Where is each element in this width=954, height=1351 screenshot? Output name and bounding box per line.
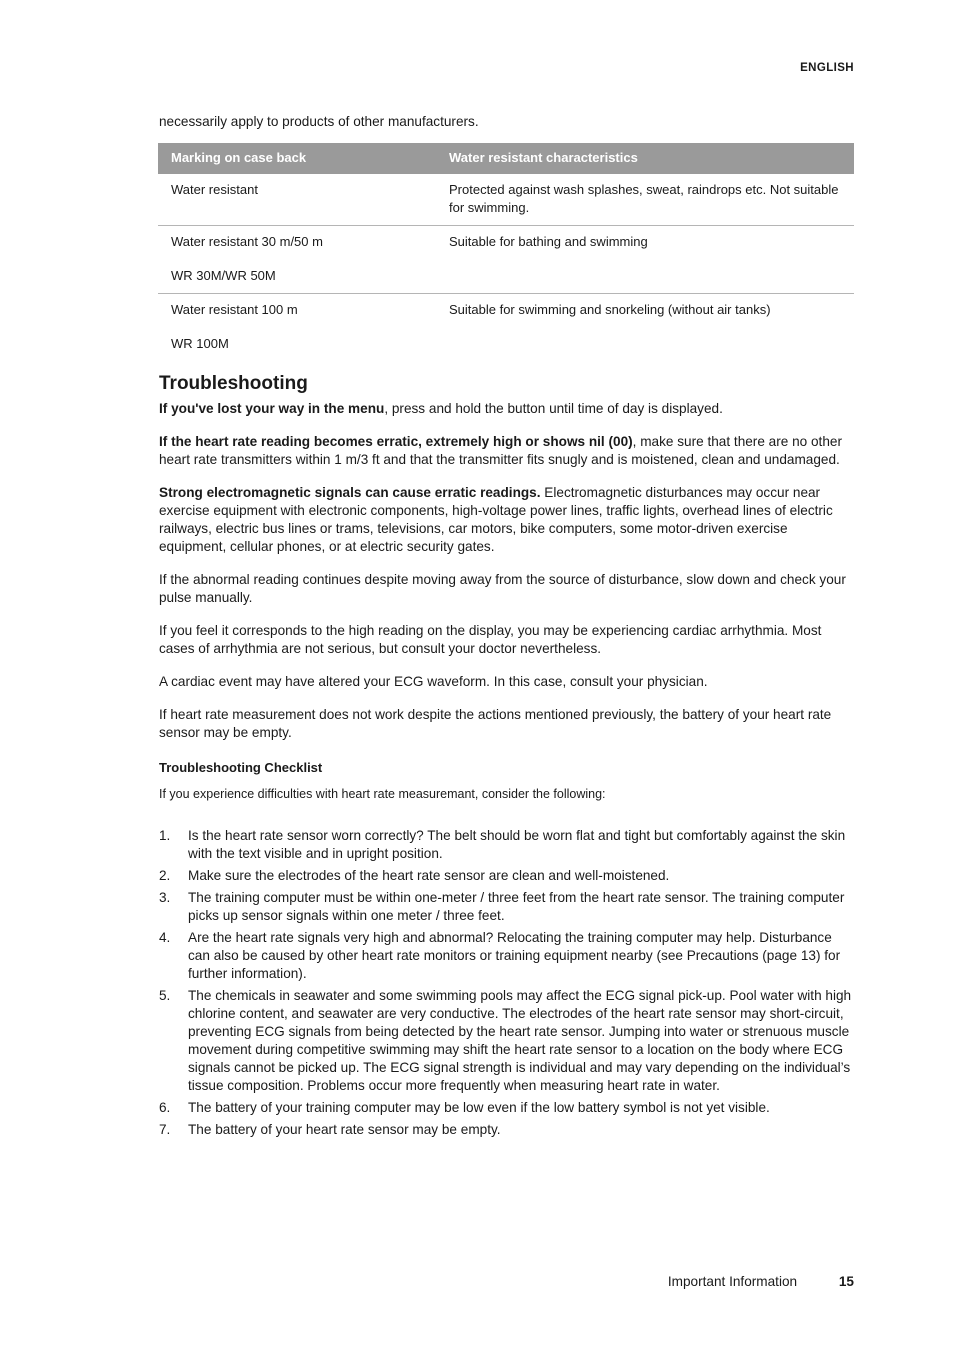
column-header-characteristics: Water resistant characteristics bbox=[436, 143, 854, 174]
water-resistance-table bbox=[158, 143, 854, 361]
paragraph-erratic-reading bbox=[159, 433, 854, 469]
paragraph-abnormal-reading: If the abnormal reading continues despite moving away from the source of disturbance, slow down and check your pulse manually. bbox=[159, 572, 846, 605]
marking-text: Water resistant 30 m/50 m bbox=[171, 234, 323, 249]
list-item bbox=[159, 1099, 854, 1117]
marking-code: WR 100M bbox=[171, 336, 229, 351]
characteristics-cell: Protected against wash splashes, sweat, raindrops etc. Not suitable for swimming. bbox=[436, 174, 854, 226]
marking-cell bbox=[158, 174, 436, 226]
footer-section-title: Important Information bbox=[667, 1274, 798, 1289]
marking-text: Water resistant 100 m bbox=[171, 302, 298, 317]
paragraph-arrhythmia: If you feel it corresponds to the high reading on the display, you may be experiencing cardiac arrhythmia. Most cases of arrhythmia are not serious, but consult your doctor nevertheless. bbox=[159, 623, 822, 656]
paragraph-text: , make sure that there are no other heart rate transmitters within 1 m/3 ft and that the transmitter fits snugly and is moistened, clean and undamaged. bbox=[159, 434, 842, 467]
list-item bbox=[159, 867, 854, 885]
marking-cell bbox=[158, 226, 436, 294]
main-content bbox=[159, 113, 854, 1143]
list-text: The battery of your heart rate sensor may be empty. bbox=[188, 1122, 501, 1137]
table-header-row bbox=[158, 143, 854, 174]
list-number: 4. bbox=[159, 930, 171, 945]
bold-lead: If you've lost your way in the menu bbox=[159, 401, 385, 416]
list-text: Is the heart rate sensor worn correctly? The belt should be worn flat and tight but comfortably against the skin with the text visible and in upright position. bbox=[188, 828, 846, 861]
marking-text: Water resistant bbox=[171, 182, 258, 197]
list-text: The battery of your training computer may be low even if the low battery symbol is not yet visible. bbox=[188, 1100, 770, 1115]
list-text: Make sure the electrodes of the heart rate sensor are clean and well-moistened. bbox=[188, 868, 670, 883]
intro-text: necessarily apply to products of other manufacturers. bbox=[159, 114, 479, 129]
paragraph-text: , press and hold the button until time of day is displayed. bbox=[384, 401, 723, 416]
checklist-heading: Troubleshooting Checklist bbox=[159, 760, 323, 775]
list-item bbox=[159, 1121, 854, 1139]
page-footer bbox=[668, 1274, 854, 1289]
list-text: Are the heart rate signals very high and abnormal? Relocating the training computer may help. Disturbance can also be caused by other heart rate monitors or training equipment nearby (see Precautions (page 13) for further information). bbox=[188, 930, 841, 981]
list-item bbox=[159, 929, 854, 983]
marking-cell bbox=[158, 294, 436, 362]
column-header-marking: Marking on case back bbox=[158, 143, 436, 174]
bold-lead: If the heart rate reading becomes erratic, extremely high or shows nil (00) bbox=[159, 434, 633, 449]
list-item bbox=[159, 987, 854, 1095]
list-number: 1. bbox=[159, 828, 171, 843]
table-row bbox=[158, 294, 854, 362]
list-text: The training computer must be within one-meter / three feet from the heart rate sensor. The training computer picks up sensor signals within one meter / three feet. bbox=[188, 890, 845, 923]
marking-code: WR 30M/WR 50M bbox=[171, 268, 276, 283]
list-number: 5. bbox=[159, 988, 171, 1003]
checklist bbox=[159, 827, 854, 1139]
paragraph-lost-menu bbox=[159, 400, 854, 418]
list-number: 3. bbox=[159, 890, 171, 905]
troubleshooting-heading: Troubleshooting bbox=[159, 373, 308, 394]
checklist-lead: If you experience difficulties with heart rate measuremant, consider the following: bbox=[159, 787, 606, 801]
language-label: ENGLISH bbox=[800, 62, 854, 74]
list-item bbox=[159, 889, 854, 925]
page-number: 15 bbox=[838, 1274, 854, 1289]
list-number: 7. bbox=[159, 1122, 171, 1137]
paragraph-text: Electromagnetic disturbances may occur near exercise equipment with electronic components, high-voltage power lines, traffic lights, overhead lines of electric railways, electric bus lines or trams, televisions, car motors, bike computers, some motor-driven exercise equipment, cellular phones, or at electric security gates. bbox=[159, 485, 833, 554]
list-text: The chemicals in seawater and some swimming pools may affect the ECG signal pick-up. Pool water with high chlorine content, and seawater are very conductive. The electrodes of the heart rate sensor may short-circuit, preventing ECG signals from being detected by the heart rate sensor. Jumping into water or strenuous muscle movement during competitive swimming may shift the heart rate sensor to a location on the body where ECG signals cannot be picked up. The ECG signal strength is individual and may vary depending on the individual’s tissue composition. Problems occur more frequently when measuring heart rate in water. bbox=[188, 988, 852, 1093]
paragraph-electromagnetic bbox=[159, 484, 854, 556]
table-row bbox=[158, 226, 854, 294]
table-row bbox=[158, 174, 854, 226]
paragraph-battery: If heart rate measurement does not work despite the actions mentioned previously, the battery of your heart rate sensor may be empty. bbox=[159, 707, 832, 740]
characteristics-cell: Suitable for swimming and snorkeling (without air tanks) bbox=[449, 302, 771, 317]
list-item bbox=[159, 827, 854, 863]
list-number: 6. bbox=[159, 1100, 171, 1115]
list-number: 2. bbox=[159, 868, 171, 883]
paragraph-ecg-waveform: A cardiac event may have altered your ECG waveform. In this case, consult your physician. bbox=[159, 674, 708, 689]
bold-lead: Strong electromagnetic signals can cause erratic readings. bbox=[159, 485, 541, 500]
characteristics-cell: Suitable for bathing and swimming bbox=[436, 226, 854, 294]
